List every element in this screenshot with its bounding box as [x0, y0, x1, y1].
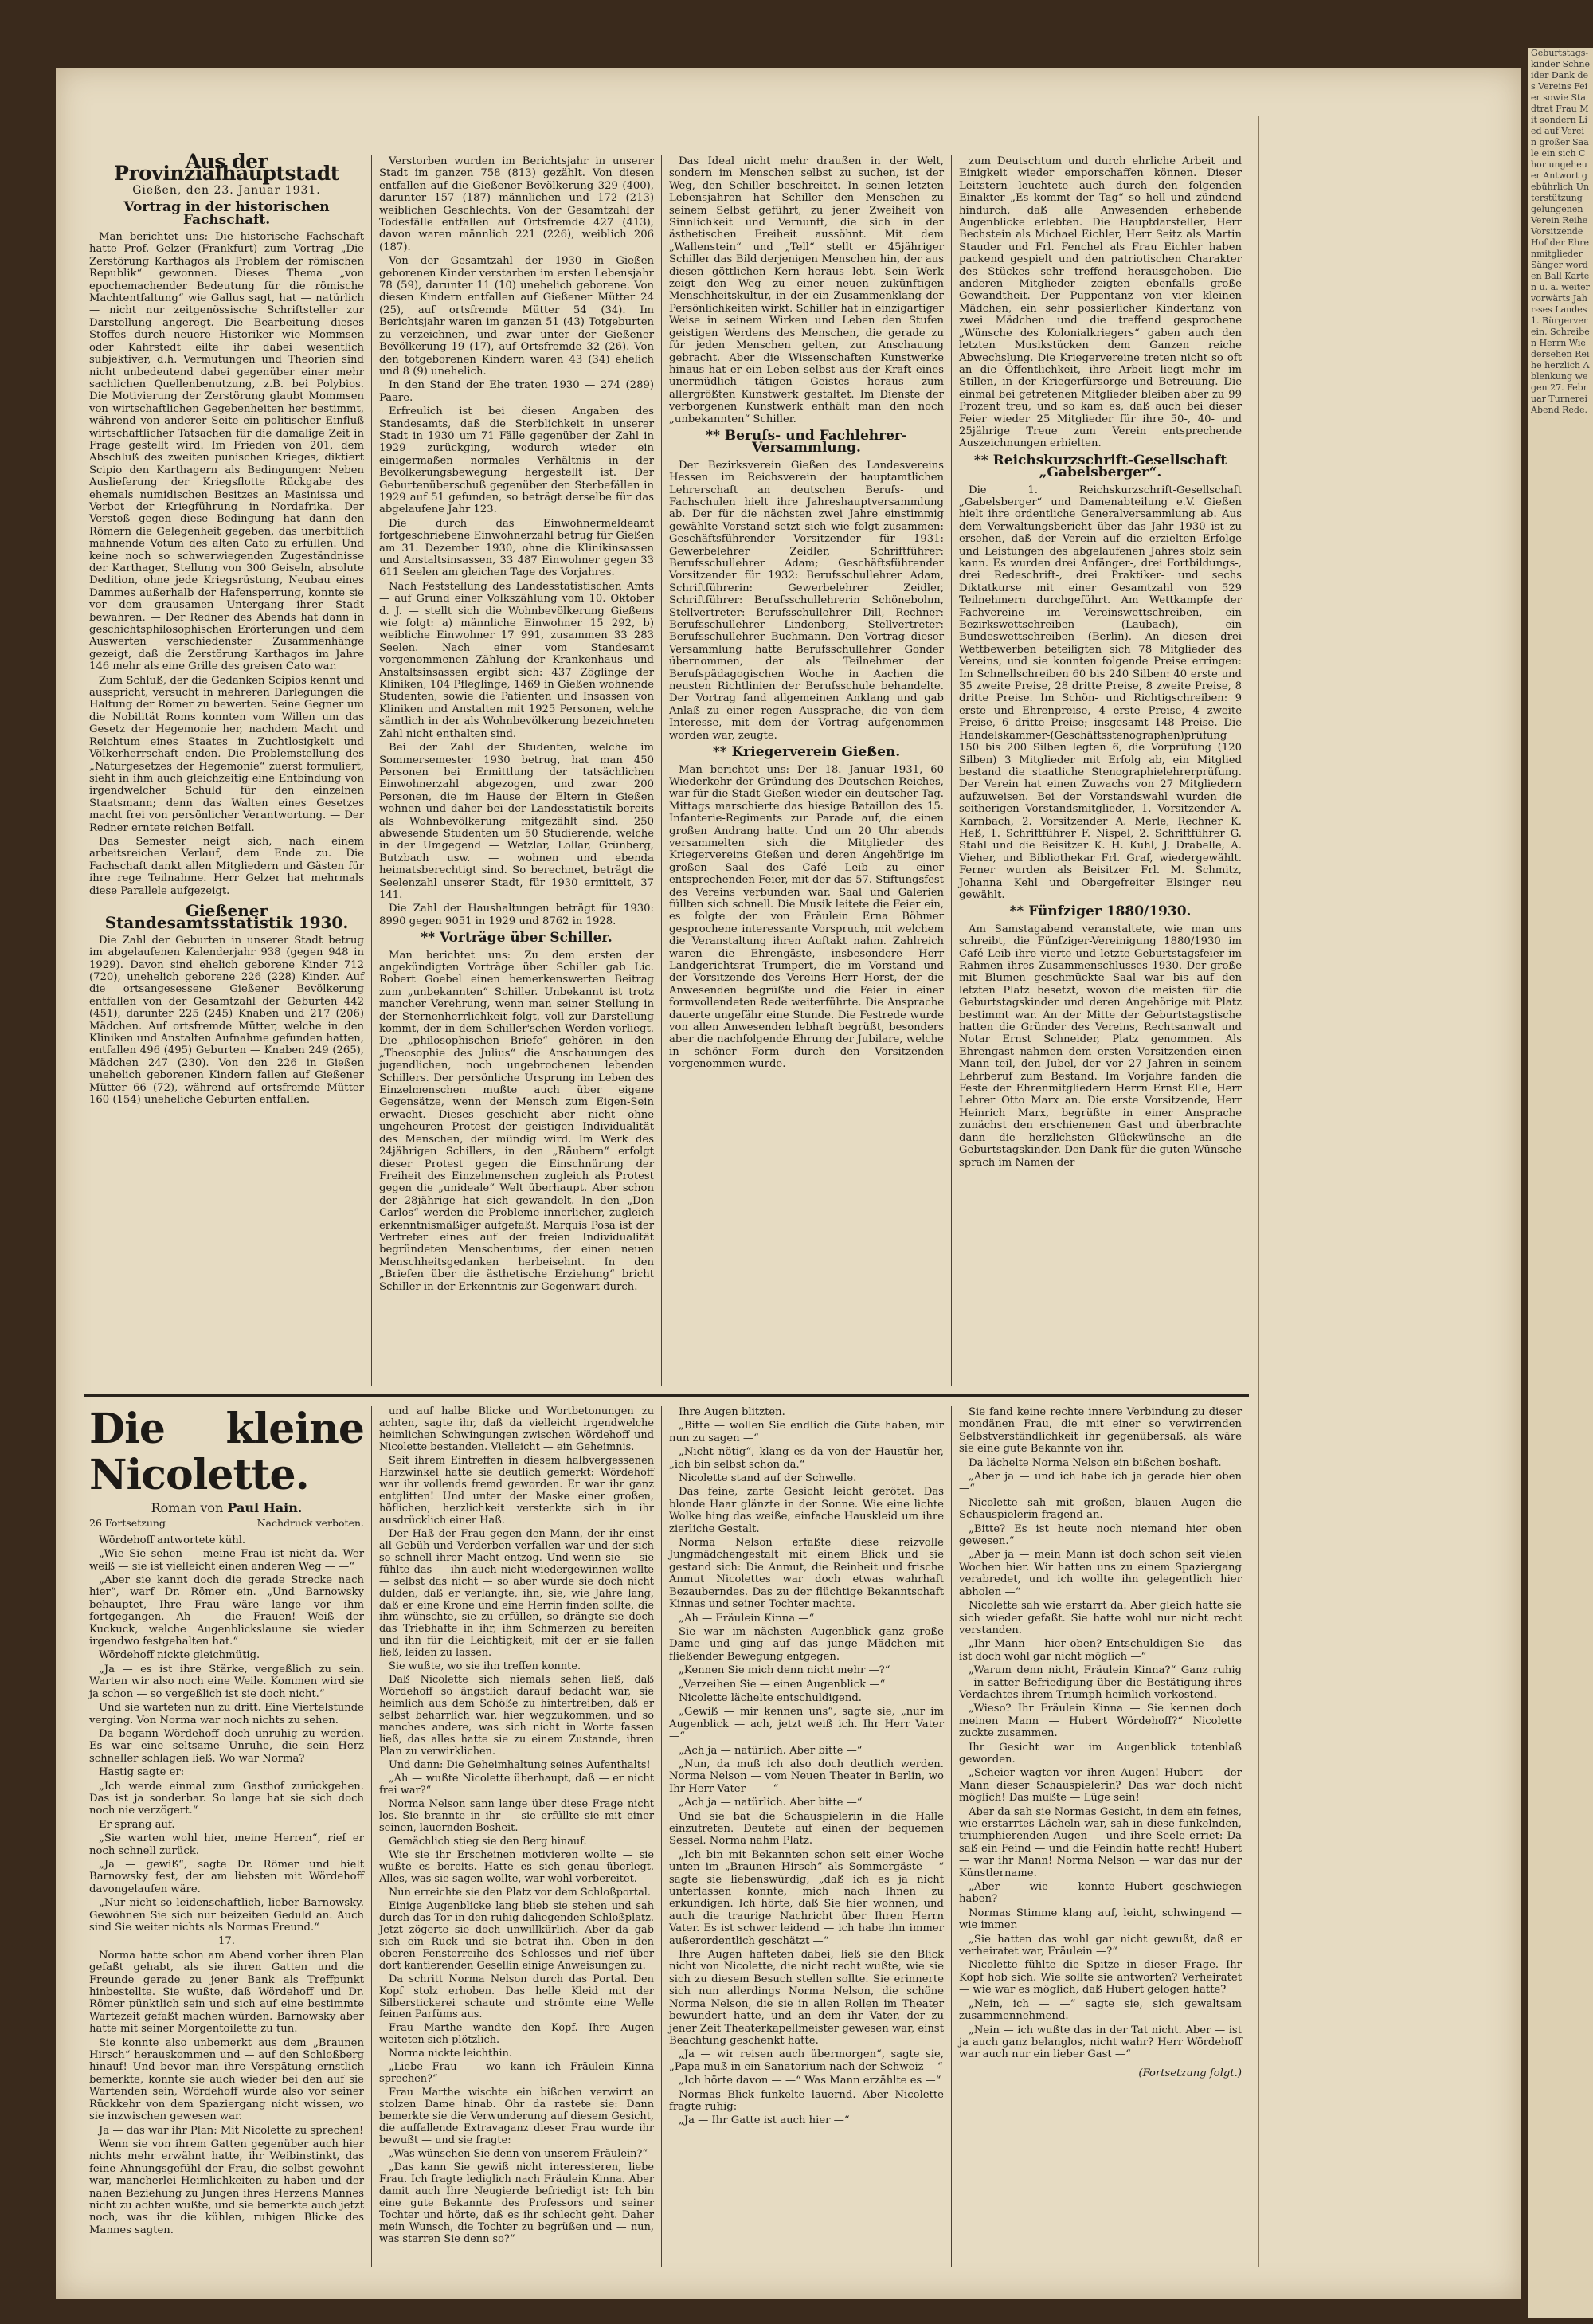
- novel-paragraph: Und sie bat die Schauspielerin in die Halle einzutreten. Deutete auf einen der bequemen Sessel. Norma nahm Platz.: [669, 1810, 944, 1848]
- novel-byline: [89, 1502, 364, 1514]
- novel-paragraph: „Nun, da muß ich also doch deutlich werden. Norma Nelson — vom Neuen Theater in Berlin, wo Ihr Herr Vater — —“: [669, 1758, 944, 1795]
- novel-paragraph: „Ich hörte davon — —“ Was Mann erzählte es —“: [679, 2075, 941, 2087]
- novel-subtitle: Roman von: [151, 1500, 224, 1515]
- adjacent-page-sliver: [1528, 48, 1593, 2318]
- novel-paragraph: Wördehoff antwortete kühl.: [99, 1534, 246, 1546]
- novel-paragraph: Gemächlich stieg sie den Berg hinauf.: [389, 1835, 587, 1848]
- column-rule: [951, 155, 952, 1386]
- novel-paragraph: „Nein — ich wußte das in der Tat nicht. Aber — ist ja auch ganz belanglos, nicht wahr? Herr Wördehoff war auch nur ein lieber Gast —“: [959, 2024, 1242, 2061]
- novel-paragraph: Norma Nelson erfaßte diese reizvolle Jungmädchengestalt mit einem Blick und sie gestand sich: Die Anmut, die Reinheit und frische Anmut Nicolettes war doch etwas wahrhaft Bezauberndes. Das zu der flüchtige Bekanntschaft Kinnas und seiner Tochter machte.: [669, 1537, 944, 1611]
- article-paragraph: Der Bezirksverein Gießen des Landesvereins Hessen im Reichsverein der hauptamtlichen Lehrerschaft an deutschen Berufs- und Fachschulen hielt ihre Jahreshauptversammlung ab. Der für die nächsten zwei Jahre einstimmig gewählte Vorstand setzt sich wie folgt zusammen: Geschäftsführender Vorsitzender für 1931: Gewerbelehrer Zeidler, Schriftführer: Berufsschullehrer Adam; Geschäftsführender Vorsitzender für 1932: Berufsschullehrer Adam, Schriftführerin: Gewerbelehrer Zeidler, Schriftführer: Berufsschullehrerin Schönebohm, Stellvertreter: Berufsschullehrer Dill, Rechner: Berufsschullehrer Lindenberg, Stellvertreter: Berufsschullehrer Buchmann. Den Vortrag dieser Versammlung hatte Berufsschullehrer Gonder übernommen, der als Teilnehmer der Berufspädagogischen Woche in Aachen die neusten Richtlinien der Berufsschule behandelte. Der Vortrag fand allgemeinen Anklang und gab Anlaß zu einer regen Aussprache, die von dem Interesse, mit dem der Vortrag aufgenommen worden war, zeugte.: [669, 459, 944, 742]
- novel-paragraph: „Ich werde einmal zum Gasthof zurückgehen. Das ist ja sonderbar. So lange hat sie sich doch noch nie verzögert.“: [89, 1780, 364, 1817]
- article-paragraph: Die durch das Einwohnermeldeamt fortgeschriebene Einwohnerzahl betrug für Gießen am 31. Dezember 1930, ohne die Klinikinsassen und Anstaltsinsassen, 33 487 Einwohner gegen 33 611 Seelen am gleichen Tage des Vorjahres.: [379, 517, 654, 579]
- novel-paragraph: Norma nickte leichthin.: [389, 2048, 512, 2060]
- novel-paragraph: Das feine, zarte Gesicht leicht gerötet. Das blonde Haar glänzte in der Sonne. Wie eine lichte Wolke hing das weiße, einfache Hauskleid um ihre zierliche Gestalt.: [669, 1486, 944, 1535]
- novel-paragraph: Sie wußte, wo sie ihn treffen konnte.: [389, 1660, 581, 1673]
- novel-paragraph: „Ich bin mit Bekannten schon seit einer Woche unten im „Braunen Hirsch“ als Sommergäste —“ sagte sie liebenswürdig, „daß ich es ja nicht unterlassen konnte, mich nach Ihnen zu erkundigen. Ich hörte, daß Sie hier wohnen, und auch die traurige Nachricht über Ihren Herrn Vater. Es ist schwer leidend — ich habe ihn immer außerordentlich geschätzt —“: [669, 1848, 944, 1947]
- novel-paragraph: „Bitte? Es ist heute noch niemand hier oben gewesen.“: [959, 1523, 1242, 1548]
- novel-paragraph: Nun erreichte sie den Platz vor dem Schloßportal.: [389, 1886, 652, 1899]
- novel-paragraph: „Bitte — wollen Sie endlich die Güte haben, mir nun zu sagen —“: [669, 1420, 944, 1444]
- novel-paragraph: „Ja — wir reisen auch übermorgen“, sagte sie, „Papa muß in ein Sanatorium nach der Schweiz —“: [669, 2048, 944, 2073]
- article-paragraph: Die 1. Reichskurzschrift-Gesellschaft „Gabelsberger“ und Damenabteilung e.V. Gießen hielt ihre ordentliche Generalversammlung ab. Aus dem Verwaltungsbericht über das Jahr 1930 ist zu ersehen, daß der Verein auf die erzielten Erfolge und Leistungen des abgelaufenen Jahres stolz sein kann. Es wurden drei Anfänger-, drei Fortbildungs-, drei Redeschrift-, drei Praktiker- und sechs Diktatkurse mit einer Gesamtzahl von 529 Teilnehmern durchgeführt. Am Wettkampfe der Fachvereine im Vereinswettschreiben, ein Bezirkswettschreiben (Laubach), ein Bundeswettschreiben (Berlin). An diesen drei Wettbewerben beteiligten sich 78 Mitglieder des Vereins, und sie konnten folgende Preise erringen: Im Schnellschreiben 60 bis 240 Silben: 40 erste und 35 zweite Preise, 28 dritte Preise, 8 zweite Preise, 8 dritte Preise. Im Schön- und Richtigschreiben: 9 erste und Ehrenpreise, 4 erste Preise, 4 zweite Preise, 6 dritte Preise; insgesamt 148 Preise. Die Handelskammer-(Geschäftsstenographen)prüfung 150 bis 200 Silben legten 6, die Vorprüfung (120 Silben) 3 Mitglieder mit Erfolg ab, ein Mitglied bestand die staatliche Stenographielehrerprüfung. Der Verein hat einen Zuwachs von 27 Mitgliedern aufzuweisen. Bei der Vorstandswahl wurden die seitherigen Vorstandsmitglieder, 1. Vorsitzender A. Karnbach, 2. Vorsitzender A. Merle, Rechner K. Heß, 1. Schriftführer F. Nispel, 2. Schriftführer G. Stahl und die Beisitzer K. H. Kuhl, J. Drabelle, A. Vieher, und Bibliothekar Frl. Graf, wiedergewählt. Ferner wurden als Beisitzer Frl. M. Schmitz, Johanna Kehl und Obergefreiter Elsinger neu gewählt.: [959, 484, 1242, 901]
- novel-continued: (Fortsetzung folgt.): [1138, 2067, 1242, 2079]
- novel-paragraph: Normas Stimme klang auf, leicht, schwingend — wie immer.: [959, 1907, 1242, 1932]
- article-paragraph: Verstorben wurden im Berichtsjahr in unserer Stadt im ganzen 758 (813) gezählt. Von diesen entfallen auf die Gießener Bevölkerung 329 (400), darunter 157 (187) männlichen und 172 (213) weiblichen Geschlechts. Von der Gesamtzahl der Todesfälle entfallen auf Ortsfremde 427 (413), davon waren männlich 221 (226), weiblich 206 (187).: [379, 155, 654, 253]
- article-title-gabelsberger: ** Reichskurzschrift-Gesellschaft „Gabelsberger“.: [973, 452, 1227, 481]
- article-paragraph: Man berichtet uns: Der 18. Januar 1931, 60 Wiederkehr der Gründung des Deutschen Reiches, war für die Stadt Gießen wieder ein deutscher Tag. Mittags marschierte das hiesige Bataillon des 15. Infanterie-Regiments zur Parade auf, die einen großen Andrang hatte. Und um 20 Uhr abends versammelten sich die Mitglieder des Kriegervereins Gießen und deren Angehörige im großen Saal des Café Leib zu einer entsprechenden Feier, mit der das 57. Stiftungsfest des Vereins verbunden war. Saal und Galerien füllten sich schnell. Die Musik leitete die Feier ein, es folgte der von Fräulein Erna Böhmer gesprochene interessante Vorspruch, mit welchem die Veranstaltung ihren Auftakt nahm. Zahlreich waren die Ehrengäste, insbesondere Herr Landgerichtsrat Trumpert, die im Vorstand und der Vorsitzende des Vereins Herr Horst, der die Anwesenden begrüßte und die Feier in einer formvollendeten Rede weiterführte. Die Ansprache dauerte ungefähr eine Stunde. Die Festrede wurde von allen Anwesenden lebhaft begrüßt, besonders aber die nachfolgende Ehrung der Jubilare, welche in schöner Form durch den Vorsitzenden vorgenommen wurde.: [669, 763, 944, 1071]
- novel-paragraph: „Ach ja — natürlich. Aber bitte —“: [679, 1744, 863, 1757]
- novel-paragraph: „Ihr Mann — hier oben? Entschuldigen Sie — das ist doch wohl gar nicht möglich —“: [959, 1638, 1242, 1663]
- novel-paragraph: Sie war im nächsten Augenblick ganz große Dame und ging auf das junge Mädchen mit fließender Bewegung entgegen.: [669, 1625, 944, 1663]
- article-paragraph: Das Ideal nicht mehr draußen in der Welt, sondern im Menschen selbst zu suchen, ist der Weg, den Schiller beschreitet. In seinen letzten Lebensjahren hat Schiller den Menschen zu seinem Selbst geführt, zu jener Zweiheit von Sinnlichkeit und Vernunft, die sich in der ästhetischen Freiheit aussöhnt. Mit dem „Wallenstein“ und „Tell“ stellt er 45jähriger Schiller das Bild derjenigen Menschen hin, der aus diesen göttlichen Kern heraus lebt. Sein Werk zeigt den Weg zu einer neuen zukünftigen Menschheitskultur, in der ein Zusammenklang der Persönlichkeiten wirkt. Schiller hat in einzigartiger Weise in seinem Wirken und Leben den Stufen geistigen Werdens des Menschen, die gerade zu für jeden Menschen gelten, zur Anschauung gebracht. Aber die Wissenschaften Kunstwerke hinaus hat er ein Leben selbst aus der Kraft eines unermüdlich tätigen Geistes heraus zum allergrößten Kunstwerk gestaltet. Im Dienste der verborgenen Kunstwerk enthält man den noch „unbekannten“ Schiller.: [669, 155, 944, 425]
- dateline: Gießen, den 23. Januar 1931.: [132, 183, 321, 197]
- section-heading: Aus der Provinzialhauptstadt: [114, 150, 339, 186]
- article-paragraph: Erfreulich ist bei diesen Angaben des Standesamts, daß die Sterblichkeit in unserer Stadt in 1930 um 71 Fälle gegenüber der Zahl in 1929 zurückging, wodurch wieder ein einigermaßen normales Verhältnis in der Bevölkerungsbewegung hergestellt ist. Der Geburtenüberschuß gegenüber den Sterbefällen in 1929 auf 51 gefunden, so beträgt derselbe für das abgelaufene Jahr 123.: [379, 406, 654, 516]
- novel-paragraph: Wördehoff nickte gleichmütig.: [99, 1649, 260, 1662]
- feuilleton-rule: [84, 1394, 1249, 1397]
- novel-paragraph: „Ja — gewiß“, sagte Dr. Römer und hielt Barnowsky fest, der am liebsten mit Wördehoff davongelaufen wäre.: [89, 1858, 364, 1895]
- article-paragraph: Die Zahl der Haushaltungen beträgt für 1930: 8990 gegen 9051 in 1929 und 8762 in 1928.: [379, 903, 654, 927]
- novel-paragraph: „Sie warten wohl hier, meine Herren“, rief er noch schnell zurück.: [89, 1832, 364, 1857]
- article-paragraph: Nach Feststellung des Landesstatistischen Amts — auf Grund einer Volkszählung vom 10. Oktober d. J. — stellt sich die Wohnbevölkerung Gießens wie folgt: a) männliche Einwohner 15 292, b) weibliche Einwohner 17 991, zusammen 33 283 Seelen. Nach einer vom Standesamt vorgenommenen Zählung der Krankenhaus- und Anstaltsinsassen ergibt sich: 437 Zöglinge der Kliniken, 104 Pfleglinge, 1469 in Gießen wohnende Studenten, sowie die Patienten und Insassen von Kliniken und Anstalten mit 1925 Personen, welche sämtlich in der als Wohnbevölkerung bezeichneten Zahl nicht enthalten sind.: [379, 580, 654, 740]
- novel-paragraph: Nicolette lächelte entschuldigend.: [679, 1691, 862, 1704]
- novel-paragraph: Und sie warteten nun zu dritt. Eine Viertelstunde verging. Von Norma war noch nichts zu sehen.: [89, 1702, 364, 1726]
- column-1: [89, 150, 364, 1107]
- novel-paragraph: „Gewiß — mir kennen uns“, sagte sie, „nur im Augenblick — ach, jetzt weiß ich. Ihr Herr Vater —“: [669, 1706, 944, 1743]
- novel-paragraph: „Wie Sie sehen — meine Frau ist nicht da. Wer weiß — sie ist vielleicht einen anderen Weg — —“: [89, 1548, 364, 1573]
- column-rule: [371, 155, 372, 1386]
- novel-paragraph: „Wieso? Ihr Fräulein Kinna — Sie kennen doch meinen Mann — Hubert Wördehoff?“ Nicolette zuckte zusammen.: [959, 1703, 1242, 1740]
- article-title-kriegerverein: ** Kriegerverein Gießen.: [712, 744, 901, 761]
- novel-paragraph: „Ah — Fräulein Kinna —“: [679, 1612, 815, 1624]
- column-2: [379, 155, 654, 1295]
- novel-paragraph: Nicolette stand auf der Schwelle.: [679, 1472, 857, 1485]
- novel-paragraph: „Nein, ich — —“ sagte sie, sich gewaltsam zusammennehmend.: [959, 1997, 1242, 2023]
- column-rule: [661, 155, 662, 1386]
- column-rule: [371, 1406, 372, 2267]
- novel-paragraph: Seit ihrem Eintreffen in diesem halbvergessenen Harzwinkel hatte sie deutlich gemerkt: Wördehoff war ihr vollends fremd geworden. Er war ihr ganz entglitten! Und unter der Maske einer großen, höflichen, herzlichkeit versteckte sich in ihr ausdrücklich einer Haß.: [379, 1454, 654, 1526]
- article-title-berufslehrer: ** Berufs- und Fachlehrer-Versammlung.: [706, 427, 907, 457]
- novel-paragraph: Ihr Gesicht war im Augenblick totenblaß geworden.: [959, 1741, 1242, 1766]
- novel-paragraph: „Ach ja — natürlich. Aber bitte —“: [679, 1797, 863, 1809]
- novel-author: Paul Hain.: [227, 1500, 303, 1515]
- column-rule: [951, 1406, 952, 2267]
- novel-paragraph: Frau Marthe wandte den Kopf. Ihre Augen weiteten sich plötzlich.: [379, 2022, 654, 2047]
- novel-paragraph: Nicolette sah mit großen, blauen Augen die Schauspielerin fragend an.: [959, 1496, 1242, 1522]
- novel-paragraph: „Kennen Sie mich denn nicht mehr —?“: [679, 1664, 890, 1677]
- article-title-statistik: Gießener Standesamtsstatistik 1930.: [104, 900, 349, 933]
- article-paragraph: Bei der Zahl der Studenten, welche im Sommersemester 1930 betrug, hat man 450 Personen bei Ermittlung der tatsächlichen Einwohnerzahl abgezogen, und zwar 200 Personen, die im Hause der Eltern in Gießen wohnen und daher bei der Landesstatistik bereits als Wohnbevölkerung mitgezählt sind, 250 abwesende Studenten um 50 Studierende, welche in der Umgegend — Wetzlar, Lollar, Grünberg, Butzbach usw. — wohnen und ebenda heimatsberechtigt sind. So berechnet, beträgt die Seelenzahl unserer Stadt, für 1930 ermittelt, 37 141.: [379, 742, 654, 901]
- novel-title: Die kleine Nicolette.: [89, 1405, 364, 1499]
- novel-paragraph: Nicolette fühlte die Spitze in dieser Frage. Ihr Kopf hob sich. Wie sollte sie antworten? Verheiratet — wie war es möglich, daß Hubert gelogen hatte?: [959, 1959, 1242, 1997]
- novel-column-4: [959, 1406, 1242, 2079]
- novel-paragraph: Wenn sie von ihrem Gatten gegenüber auch hier nichts mehr erwähnt hatte, ihr Weibinstinkt, das feine Ahnungsgefühl der Frau, die selbst gewohnt war, mancherlei Heimlichkeiten zu haben und der nahen Beziehung zu Jungen ihres Herzens Mannes nicht zu achten wußte, und sie bemerkte auch jetzt noch, was ihr die kühlen, ruhigen Blicke des Mannes sagten.: [89, 2138, 364, 2236]
- column-4: [959, 155, 1242, 1170]
- novel-paragraph: Ihre Augen blitzten.: [679, 1406, 785, 1418]
- column-3: [669, 155, 944, 1072]
- article-paragraph: zum Deutschtum und durch ehrliche Arbeit und Einigkeit wieder emporschaffen können. Dieser Leitstern leuchtete auch durch den folgenden Einakter „Es kommt der Tag“ so hell und zündend hindurch, daß alle Anwesenden erhebende Augenblicke erlebten. Die Hauptdarsteller, Herr Bechstein als Michael Eichler, Herr Seitz als Martin Stauder und Frl. Fenchel als Frau Eichler haben packend gespielt und den patriotischen Charakter des Stückes sehr treffend herausgehoben. Die anderen Mitglieder zeigten ebenfalls große Gewandtheit. Der Puppentanz von vier kleinen Mädchen, ein sehr possierlicher Kindertanz von zwei Mädchen und die treffend gesprochene „Wünsche des Kolonialkriegers“ gaben auch den letzten Musikstücken dem Ganzen reiche Abwechslung. Die Kriegervereine treten nicht so oft an die Öffentlichkeit, ihre Arbeit liegt mehr im Stillen, in der Kriegerfürsorge und Betreuung. Die einmal bei getretenen Mitglieder bleiben aber zu 99 Prozent treu, und so kam es, daß auch bei dieser Feier wieder 25 Mitglieder für ihre 50-, 40- und 25jährige Treue zum Verein entsprechende Auszeichnungen erhielten.: [959, 155, 1242, 450]
- novel-paragraph: Norma Nelson sann lange über diese Frage nicht los. Sie brannte in ihr — sie erfüllte sie mit einer seinen, lauernden Bosheit. —: [379, 1798, 654, 1834]
- column-rule: [661, 1406, 662, 2267]
- novel-paragraph: „Sie hatten das wohl gar nicht gewußt, daß er verheiratet war, Fräulein —?“: [959, 1933, 1242, 1958]
- novel-paragraph: Normas Blick funkelte lauernd. Aber Nicolette fragte ruhig:: [669, 2088, 944, 2113]
- novel-meta: [89, 1517, 364, 1529]
- novel-column-1: [89, 1406, 364, 2238]
- novel-paragraph: „Warum denn nicht, Fräulein Kinna?“ Ganz ruhig — in satter Befriedigung über die Bestätigung ihres Verdachtes ihrem Triumph heimlich vorkostend.: [959, 1664, 1242, 1701]
- novel-paragraph: Daß Nicolette sich niemals sehen ließ, daß Wördehoff so ängstlich darauf bedacht war, sie heimlich aus dem Schöße zu hintertreiben, daß er selbst beharrlich war, hier wegzukommen, und so manches andere, was sich nicht in Worte fassen ließ, das alles hatte sie zu einem Zustande, ihren Plan zu verwirklichen.: [379, 1674, 654, 1758]
- novel-paragraph: „Aber sie kannt doch die gerade Strecke nach hier“, warf Dr. Römer ein. „Und Barnowsky behauptet, Ihre Frau wäre lange vor ihm fortgegangen. Ah — die Frauen! Weiß der Kuckuck, welche Augenblickslaune sie wieder irgendwo festgehalten hat.“: [89, 1574, 364, 1648]
- novel-paragraph: Hastig sagte er:: [99, 1766, 185, 1779]
- novel-chapter-number: 17.: [218, 1935, 235, 1948]
- novel-paragraph: Sie fand keine rechte innere Verbindung zu dieser mondänen Frau, die mit einer so verwirrenden Selbstverständlichkeit ihr gegenübersaß, als wäre sie eine gute Bekannte von ihr.: [959, 1406, 1242, 1456]
- article-paragraph: Am Samstagabend veranstaltete, wie man uns schreibt, die Fünfziger-Vereinigung 1880/1930 im Café Leib ihre vierte und letzte Geburtstagsfeier im Rahmen ihres Zusammenschlusses 1930. Der große mit Blumen geschmückte Saal war bis auf den letzten Platz besetzt, wovon die meisten für die Geburtstagskinder und deren Angehörige mit Platz bestimmt war. An der Mitte der Geburtstagstische hatten die Gründer des Vereins, Rechtsanwalt und Notar Ernst Schneider, Platz genommen. Als Ehrengast nahmen dem ersten Vorsitzenden einen Mann teil, den Jubel, der vor 27 Jahren in seinem Lehrberuf zum Bestand. Im Vorjahre fanden die Feste der Ehrenmitgliedern Herrn Ernst Elle, Herr Lehrer Otto Marx an. Die erste Vorsitzende, Herr Heinrich Marx, begrüßte in einer Ansprache zunächst den erschienenen Gast und überbrachte dann die herzlichsten Glückwünsche an die Geburtstagskinder. Den Dank für die guten Wünsche sprach im Namen der: [959, 923, 1242, 1169]
- novel-paragraph: „Ja — es ist ihre Stärke, vergeßlich zu sein. Warten wir also noch eine Weile. Kommen wird sie ja schon — so vergeßlich ist sie doch nicht.“: [89, 1663, 364, 1700]
- novel-paragraph: Und dann: Die Geheimhaltung seines Aufenthalts!: [389, 1759, 651, 1772]
- novel-paragraph: Frau Marthe wischte ein bißchen verwirrt an stolzen Dame hinab. Ohr da rastete sie: Dann bemerkte sie die Verwunderung auf diesem Gesicht, die auffallende Extravaganz dieser Frau wurde ihr bewußt — und sie fragte:: [379, 2087, 654, 2147]
- novel-paragraph: „Aber ja — mein Mann ist doch schon seit vielen Wochen hier. Wir hatten uns zu einem Spaziergang verabredet, und ich wollte ihn gelegentlich hier abholen —“: [959, 1549, 1242, 1598]
- novel-paragraph: „Aber ja — und ich habe ich ja gerade hier oben —“: [959, 1471, 1242, 1495]
- novel-paragraph: „Was wünschen Sie denn von unserem Fräulein?“: [389, 2148, 648, 2161]
- novel-installment: 26 Fortsetzung: [89, 1517, 166, 1530]
- article-paragraph: Zum Schluß, der die Gedanken Scipios kennt und ausspricht, versucht in mehreren Darlegungen die Haltung der Römer zu bewerten. Seine Gegner um die Nobilität Roms konnten vom Willen um das Gesetz der Hegemonie her, nachdem Macht und Reichtum eines Staates in Zuchtlosigkeit und Völkerherrschaft enden. Die Problemstellung des „Naturgesetzes der Hegemonie“ zuerst formuliert, sieht in ihm auch gleichzeitig eine Entbindung von irgendwelcher Schuld für den einzelnen Staatsmann; denn das Walten eines Gesetzes macht frei von persönlicher Verantwortung. — Der Redner erntete reichen Beifall.: [89, 674, 364, 834]
- article-paragraph: Die Zahl der Geburten in unserer Stadt betrug im abgelaufenen Kalenderjahr 938 (gegen 948 in 1929). Davon sind ehelich geborene Kinder 712 (720), unehelich geborene 226 (228) Kinder. Auf die ortsangesessene Gießener Bevölkerung entfallen von der Gesamtzahl der Geburten 442 (451), darunter 225 (245) Knaben und 217 (206) Mädchen. Auf ortsfremde Mütter, welche in den Kliniken und Anstalten Aufnahme gefunden hatten, entfallen 496 (495) Geburten — Knaben 249 (265), Mädchen 247 (230). Von den 226 in Gießen unehelich geborenen Kindern fallen auf Gießener Mütter 66 (72), während auf ortsfremde Mütter 160 (154) uneheliche Geburten entfallen.: [89, 934, 364, 1107]
- novel-paragraph: Ihre Augen hafteten dabei, ließ sie den Blick nicht von Nicolette, die nicht recht wußte, wie sie sich zu diesem Besuch stellen sollte. Sie erinnerte sich nun allerdings Norma Nelson, die schöne Norma Nelson, die sie in allen Rollen im Theater bewundert hatte, und an dem ihr Vater, der zu jener Zeit Theaterkapellmeister gewesen war, einst Beachtung geschenkt hatte.: [669, 1949, 944, 2047]
- article-paragraph: Man berichtet uns: Die historische Fachschaft hatte Prof. Gelzer (Frankfurt) zum Vortrag „Die Zerstörung Karthagos als Problem der römischen Republik“ gewonnen. Dieses Thema „von epochemachender Bedeutung für die römische Machtentfaltung“ wie Gallus sagt, hat — natürlich — nicht nur zeitgenössische Schriftsteller zur Darstellung angeregt. Die Bearbeitung dieses Stoffes durch neuere Historiker wie Mommsen oder Kahrstedt eilte ihr dabei wesentlich subjektiver, d.h. Vermutungen und Theorien sind nicht unbedeutend dabei gegenüber einer mehr sachlichen Quellenbenutzung, z.B. bei Polybios. Die Motivierung der Zerstörung glaubt Mommsen von wirtschaftlichen Gegebenheiten her bestimmt, während von anderer Seite ein politischer Einfluß wirtschaftlicher Tatsachen für die damalige Zeit in Frage gestellt wird. Im Frieden von 201, dem Abschluß des zweiten punischen Krieges, diktiert Scipio den Karthagern als Bedingungen: Neben Auslieferung der Kriegsflotte Rückgabe des ehemals numidischen Besitzes an Masinissa und Verbot der Kriegführung in Nordafrika. Der Verstoß gegen diese Bedingung hat dann den Römern die Gelegenheit gegeben, das unerbittlich mahnende Votum des alten Cato zu erfüllen. Und keine noch so schwerwiegenden Zugeständnisse der Karthager, Stellung von 300 Geiseln, absolute Dedition, ohne jede Kriegsrüstung, Neubau eines Dammes außerhalb der Hafensperrung, konnte sie vor dem grausamen Untergang ihrer Stadt bewahren. — Der Redner des Abends hat dann in geschichtsphilosophischen Erörterungen und dem Auswerten verschiedenster Zusammenhänge gezeigt, daß die Zerstörung Karthagos im Jahre 146 mehr als eine Grille des greisen Cato war.: [89, 231, 364, 673]
- article-title-schiller: ** Vorträge über Schiller.: [421, 930, 613, 946]
- novel-paragraph: „Nicht nötig“, klang es da von der Haustür her, „ich bin selbst schon da.“: [669, 1446, 944, 1471]
- novel-paragraph: Er sprang auf.: [99, 1818, 175, 1831]
- novel-paragraph: und auf halbe Blicke und Wortbetonungen zu achten, sagte ihr, daß da vielleicht irgendwelche heimlichen Schwingungen zwischen Wördehoff und Nicolette bestanden. Vielleicht — ein Geheimnis.: [379, 1405, 654, 1453]
- novel-column-2: [379, 1406, 654, 2248]
- novel-paragraph: „Liebe Frau — wo kann ich Fräulein Kinna sprechen?“: [379, 2061, 654, 2086]
- novel-paragraph: „Scheier wagten vor ihren Augen! Hubert — der Mann dieser Schauspielerin? Das war doch nicht möglich! Das mußte — Lüge sein!: [959, 1767, 1242, 1805]
- novel-paragraph: Nicolette sah wie erstarrt da. Aber gleich hatte sie sich wieder gefaßt. Sie hatte wohl nur nicht recht verstanden.: [959, 1600, 1242, 1636]
- novel-paragraph: Da lächelte Norma Nelson ein bißchen boshaft.: [969, 1456, 1222, 1469]
- article-title-vortrag: Vortrag in der historischen Fachschaft.: [123, 199, 330, 228]
- novel-paragraph: „Das kann Sie gewiß nicht interessieren, liebe Frau. Ich fragte lediglich nach Fräulein Kinna. Aber damit auch Ihre Neugierde befriedigt ist: Ich bin eine gute Bekannte des Professors und seiner Tochter und hörte, daß es ihr schlecht geht. Daher mein Wunsch, die Tochter zu begrüßen und — nun, was starren Sie denn so?“: [379, 2161, 654, 2245]
- novel-paragraph: „Nur nicht so leidenschaftlich, lieber Barnowsky. Gewöhnen Sie sich nur beizeiten Geduld an. Auch sind Sie weiter nichts als Normas Freund.“: [89, 1897, 364, 1934]
- novel-paragraph: Da schritt Norma Nelson durch das Portal. Den Kopf stolz erhoben. Das helle Kleid mit der Silberstickerei schaute und strömte eine Welle feinen Parfüms aus.: [379, 1973, 654, 2021]
- novel-rights: Nachdruck verboten.: [256, 1517, 364, 1530]
- adjacent-page-text: Geburtstags-kinder Schneider Dank des Vereins Feier sowie Stadtrat Frau Mit sondern Lied auf Verein großer Saale ein sich Chor ungeheuer Antwort gebührlich Unterstützung gelungenen Verein Reihe Vorsitzende Hof der Ehrenmitglieder Sänger worden Ball Karten u. a. weiter vorwärts Jahr-ses Landes 1. Bürgerverein. Schreiben Herrn Wiedersehen Reihe herzlich Ablenkung wegen 27. Februar Turnerei Abend Rede.: [1531, 48, 1590, 415]
- novel-paragraph: Ja — das war ihr Plan: Mit Nicolette zu sprechen!: [99, 2124, 364, 2137]
- novel-paragraph: Sie konnte also unbemerkt aus dem „Braunen Hirsch“ herauskommen und — auf den Schloßberg hinauf! Und bevor man ihre Verspätung ernstlich bemerkte, konnte sie auch wieder bei den auf sie Wartenden sein, Wördehoff würde also vor seiner Rückkehr von dem Spaziergang nicht wissen, wo sie inzwischen gewesen war.: [89, 2036, 364, 2123]
- novel-paragraph: Aber da sah sie Normas Gesicht, in dem ein feines, wie erstarrtes Lächeln war, sah in diese funkelnden, triumphierenden Augen — und ihre Seele erriet: Da saß ein Feind — und die Feindin hatte recht! Hubert — war ihr Mann! Norma Nelson — war das nur der Künstlername.: [959, 1805, 1242, 1879]
- novel-paragraph: Norma hatte schon am Abend vorher ihren Plan gefaßt gehabt, als sie ihren Gatten und die Freunde gerade zu jener Bank als Treffpunkt hinbestellte. Sie wußte, daß Wördehoff und Dr. Römer pünktlich sein und sich auf eine bestimmte Wartezeit gefaßt machen würden. Barnowsky aber hatte mit seiner Morgentoilette zu tun.: [89, 1949, 364, 2036]
- article-paragraph: Das Semester neigt sich, nach einem arbeitsreichen Verlauf, dem Ende zu. Die Fachschaft dankt allen Mitgliedern und Gästen für ihre rege Teilnahme. Herr Gelzer hat mehrmals diese Parallele aufgezeigt.: [89, 835, 364, 897]
- novel-paragraph: Der Haß der Frau gegen den Mann, der ihr einst all Gebüh und Verderben verfallen war und der sich so schnell ihrer Macht entzog. Und wenn sie — sie fühlte das — ihn auch nicht wiedergewinnen wollte — selbst das nicht — so aber würde sie doch nicht dulden, daß er verlangte, ihn, sie, wie Jahre lang, daß er eine Krone und eine Herrin finden sollte, die ihm wünschte, sie zu erfüllen, so drängte sie doch das Triebhafte in ihr, ihm Schmerzen zu bereiten und ihn für die Leichtigkeit, mit der er sie fallen ließ, leiden zu lassen.: [379, 1527, 654, 1660]
- novel-paragraph: „Verzeihen Sie — einen Augenblick —“: [679, 1678, 886, 1691]
- newspaper-page: [56, 68, 1521, 2299]
- novel-paragraph: Wie sie ihr Erscheinen motivieren wollte — sie wußte es bereits. Hatte es sich genau überlegt. Alles, was sie sagen wollte, war wohl vorbereitet.: [379, 1848, 654, 1885]
- article-paragraph: Man berichtet uns: Zu dem ersten der angekündigten Vorträge über Schiller gab Lic. Robert Goebel einen bemerkenswerten Beitrag zum „unbekannten“ Schiller. Unbekannt ist trotz mancher Verehrung, wenn man seiner Stellung in der Sternenherrlichkeit folgt, voll zur Darstellung kommt, der in dem Schiller'schen Werden vorliegt. Die „philosophischen Briefe“ gehören in den „Theosophie des Julius“ die Anschauungen des jugendlichen, noch ungebrochenen lebenden Schillers. Der persönliche Ursprung im Leben des Einzelmenschen mußte auch über eigene Gegensätze, wenn der Mensch zum Eigen-Sein erwacht. Dieses geschieht aber nicht ohne ungeheuren Protest der geistigen Individualität des Menschen, der mündig wird. Im Werk des 24jährigen Schillers, in den „Räubern“ erfolgt dieser Protest gegen die Einschnürung der Freiheit des Einzelmenschen zugleich als Protest gegen die „unideale“ Welt überhaupt. Aber schon der 28jährige hat sich gewandelt. In den „Don Carlos“ werden die Probleme innerlicher, zugleich erkenntnismäßiger aufgefaßt. Marquis Posa ist der Vertreter eines auf der freien Individualität begründeten Menschentums, der einen neuen Menschheitsgedanken herbeisehnt. In den „Briefen über die ästhetische Erziehung“ bricht Schiller in der Erkenntnis zur Gegenwart durch.: [379, 949, 654, 1293]
- novel-paragraph: Einige Augenblicke lang blieb sie stehen und sah durch das Tor in den ruhig daliegenden Schloßplatz. Jetzt zögerte sie doch unwillkürlich. Aber da gab sich ein Ruck und sie betrat ihn. Oben in den oberen Fensterreihe des Schlosses und rief über dort kantierenden Gesellin einige Anweisungen zu.: [379, 1899, 654, 1972]
- article-paragraph: In den Stand der Ehe traten 1930 — 274 (289) Paare.: [379, 379, 654, 404]
- article-paragraph: Von der Gesamtzahl der 1930 in Gießen geborenen Kinder verstarben im ersten Lebensjahr 78 (59), darunter 11 (10) unehelich geborene. Von diesen Kindern entfallen auf Gießener Mütter 24 (25), auf ortsfremde Mütter 54 (34). Im Berichtsjahr waren im ganzen 51 (43) Totgeburten zu verzeichnen, und zwar unter der Gießener Bevölkerung 19 (17), auf Ortsfremde 32 (26). Von den totgeborenen Kindern waren 43 (34) ehelich und 8 (9) unehelich.: [379, 255, 654, 378]
- novel-paragraph: „Ja — Ihr Gatte ist auch hier —“: [679, 2114, 850, 2127]
- novel-column-3: [669, 1406, 944, 2129]
- article-title-fuenfziger: ** Fünfziger 1880/1930.: [1009, 903, 1192, 920]
- novel-paragraph: „Ah — wußte Nicolette überhaupt, daß — er nicht frei war?“: [379, 1773, 654, 1797]
- page-edge-rule: [1258, 116, 1259, 2267]
- novel-paragraph: „Aber — wie — konnte Hubert geschwiegen haben?: [959, 1881, 1242, 1906]
- novel-paragraph: Da begann Wördehoff doch unruhig zu werden. Es war eine seltsame Unruhe, die sein Herz schneller schlagen ließ. Wo war Norma?: [89, 1727, 364, 1765]
